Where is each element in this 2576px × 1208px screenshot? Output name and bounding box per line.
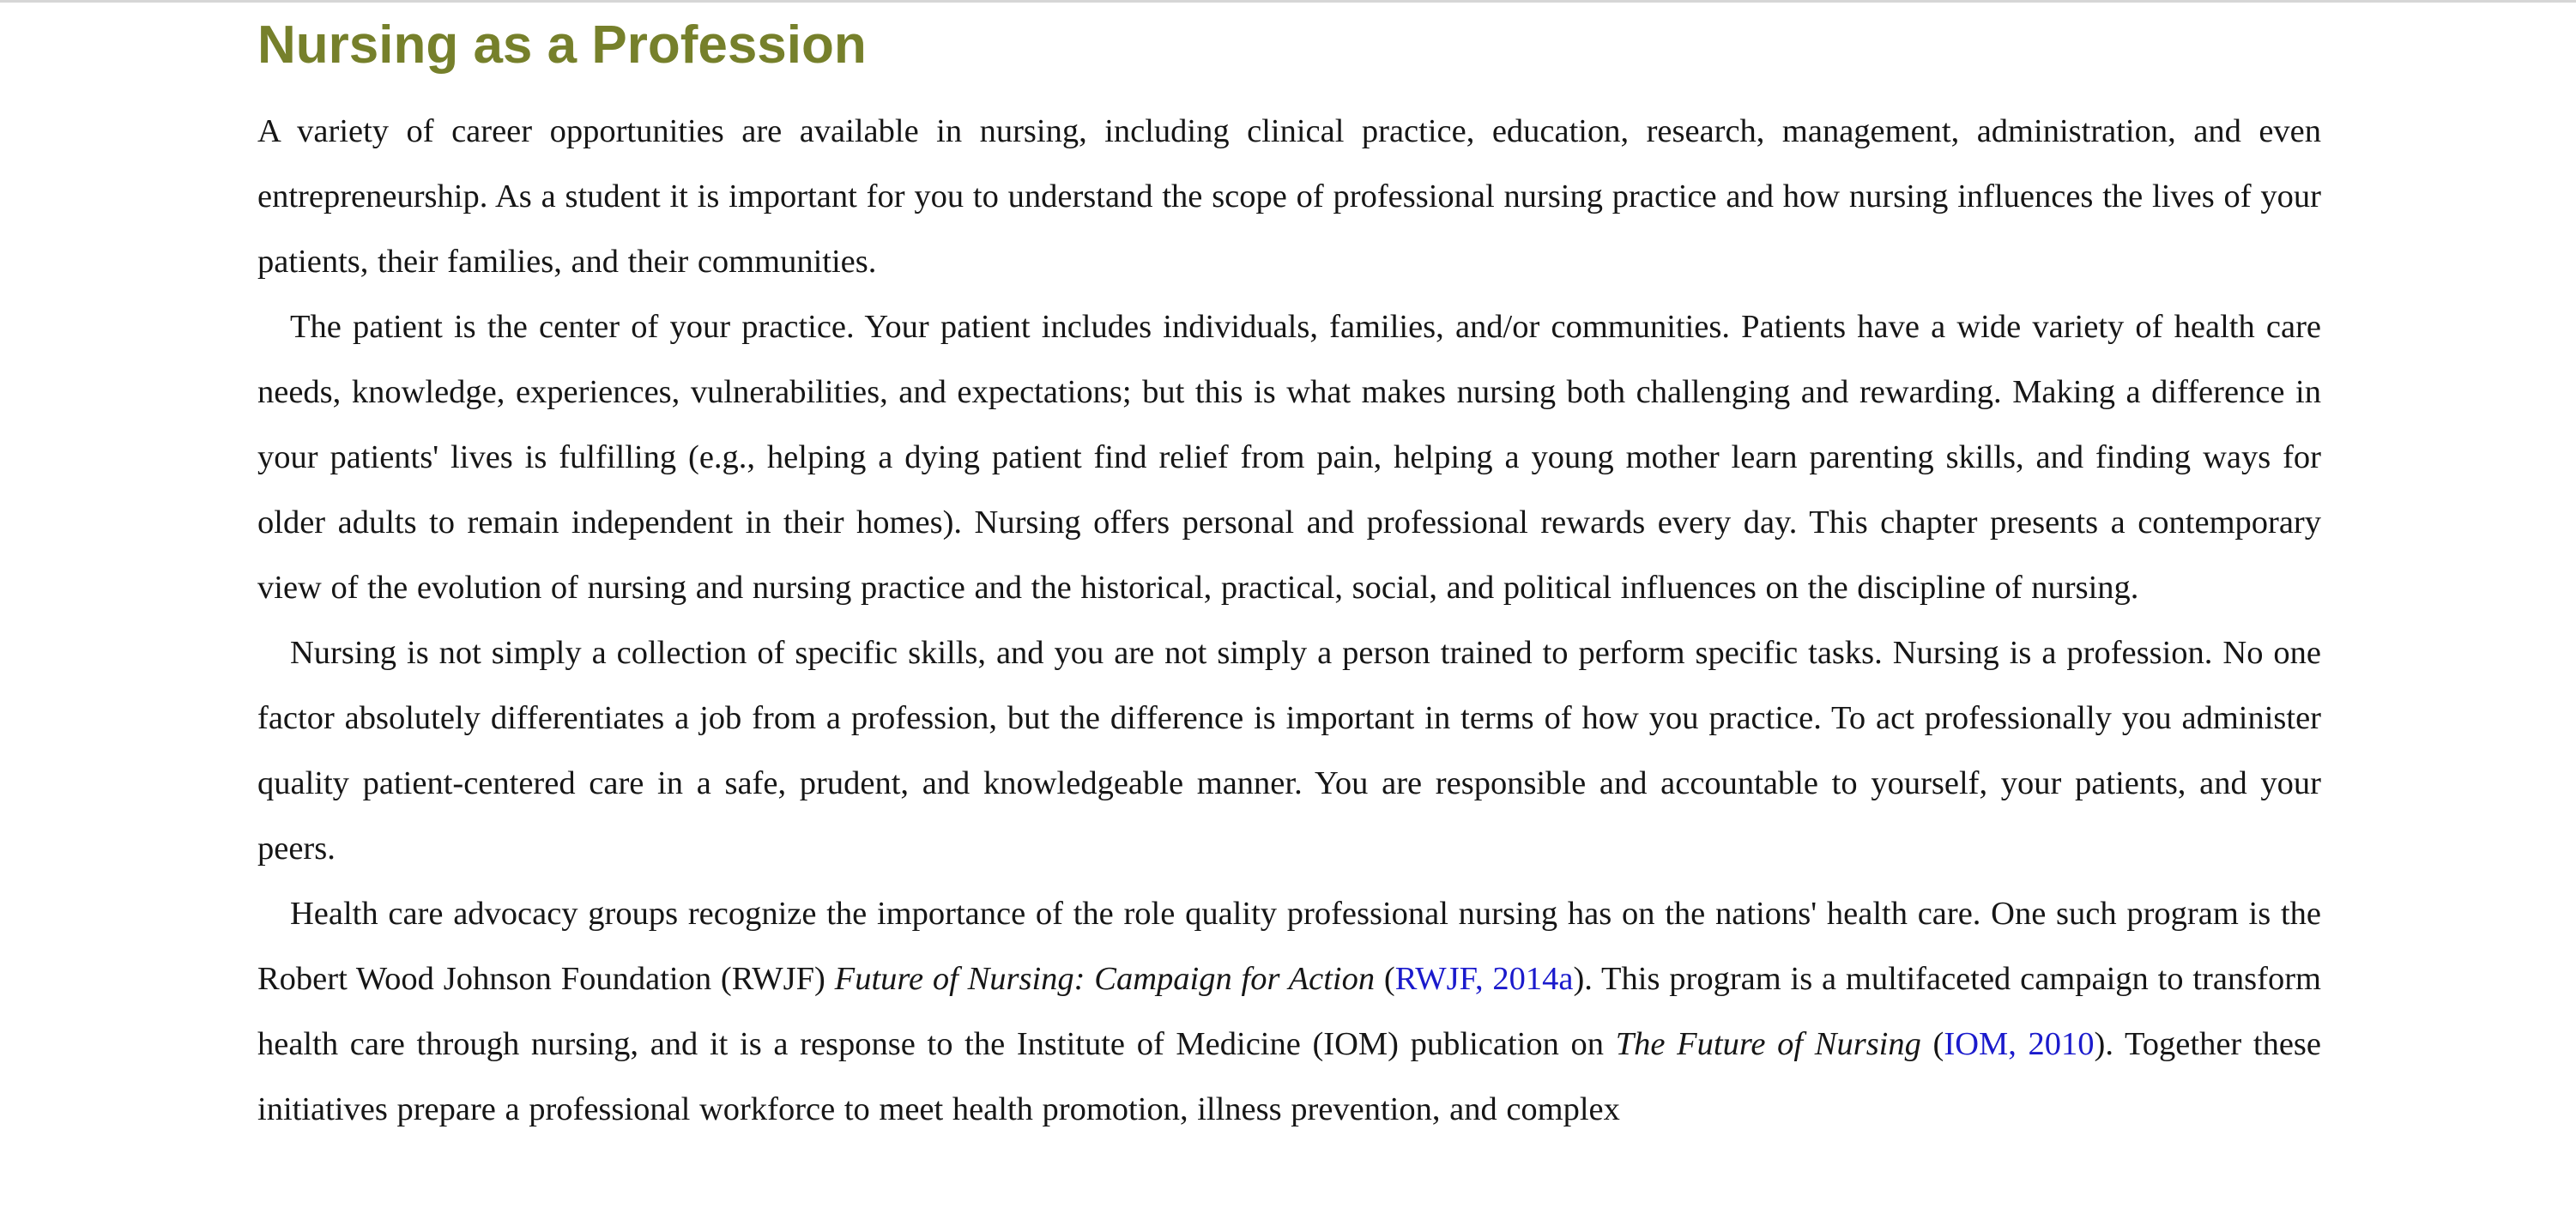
paragraph-4-text-5: ). Together these initiatives prepare a professional workforce to meet health promotion, illness prevention, and complex [257,1026,2321,1127]
paragraph-4-text-2: ( [1375,961,1395,997]
rwjf-citation-link[interactable]: RWJF, 2014a [1394,961,1574,997]
paragraph-2: The patient is the center of your practice. Your patient includes individuals, families, and/or communities. Patients have a wide variety of health care needs, knowledge, experiences, vulnerabilities, and expectations; but this is what makes nursing both challenging and rewarding. Making a difference in your patients' lives is fulfilling (e.g., helping a dying patient find relief from pain, helping a young mother learn parenting skills, and finding ways for older adults to remain independent in their homes). Nursing offers personal and professional rewards every day. This chapter presents a contemporary view of the evolution of nursing and nursing practice and the historical, practical, social, and political influences on the discipline of nursing. [257,309,2321,606]
iom-citation-link[interactable]: IOM, 2010 [1944,1026,2095,1062]
publication-title-italic: The Future of Nursing [1615,1026,1921,1062]
campaign-title-italic: Future of Nursing: Campaign for Action [834,961,1376,997]
document-page [257,3,2321,1142]
page-title: Nursing as a Profession [257,15,867,75]
paragraph-4-text-1: Health care advocacy groups recognize the importance of the role quality professional nursing has on the nations' health care. One such program is the Robert Wood Johnson Foundation (RWJF) [257,896,2321,997]
paragraph-1: A variety of career opportunities are available in nursing, including clinical practice, education, research, management, administration, and even entrepreneurship. As a student it is important for you to understand the scope of professional nursing practice and how nursing influences the lives of your patients, their families, and their communities. [257,113,2321,280]
paragraph-4-text-4: ( [1920,1026,1944,1062]
paragraph-3: Nursing is not simply a collection of specific skills, and you are not simply a person trained to perform specific tasks. Nursing is a profession. No one factor absolutely differentiates a job from a profession, but the difference is important in terms of how you practice. To act professionally you administer quality patient-centered care in a safe, prudent, and knowledgeable manner. You are responsible and accountable to yourself, your patients, and your peers. [257,635,2321,867]
paragraph-4-text-3: ). This program is a multifaceted campaign to transform health care through nursing, and it is a response to the Institute of Medicine (IOM) publication on [257,961,2322,1062]
paragraph-4 [257,881,2321,1142]
